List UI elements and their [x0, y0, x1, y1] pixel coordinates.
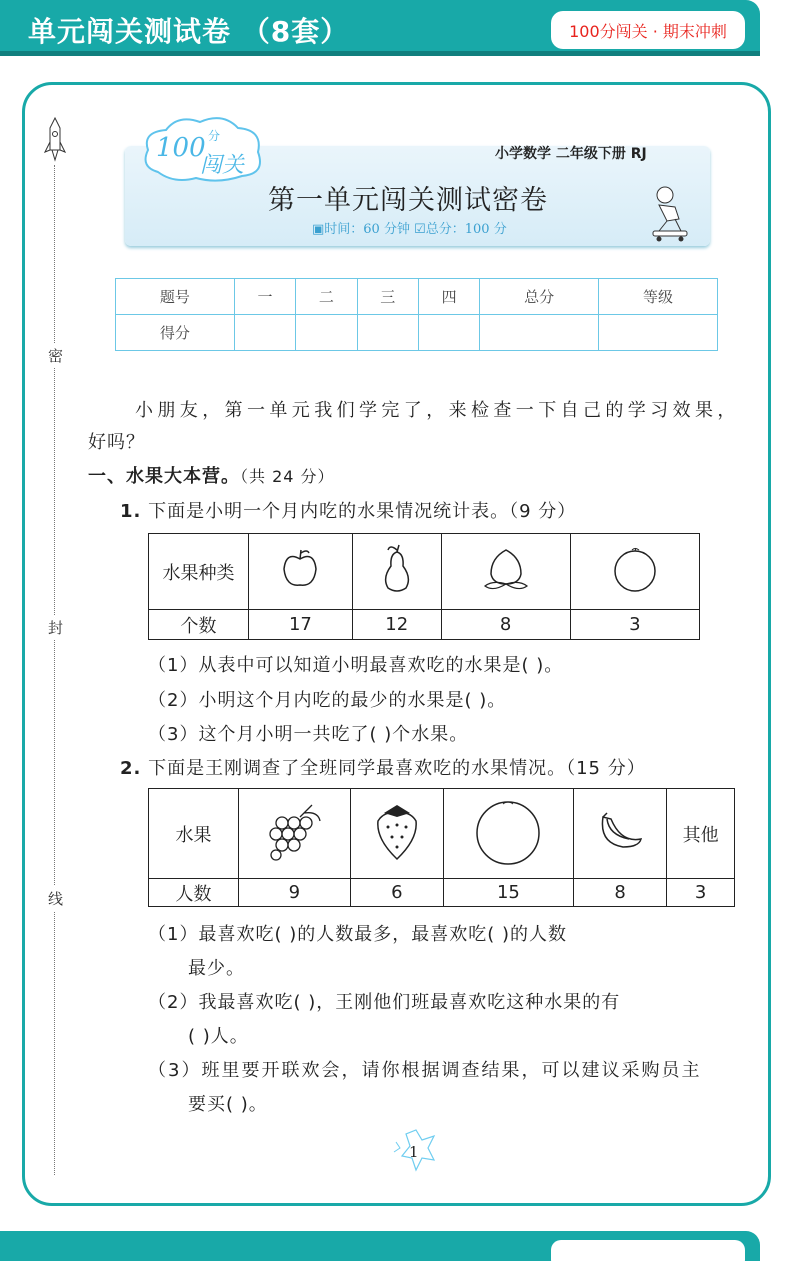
question-number: 2.: [120, 758, 142, 779]
seal-label: 密: [48, 343, 63, 368]
orange-icon: [570, 534, 699, 610]
score-table: [115, 278, 718, 351]
question-text: 下面是小明一个月内吃的水果情况统计表。（9 分）: [148, 501, 577, 522]
skateboard-boy-icon: [645, 185, 695, 243]
row-label: 得分: [116, 315, 235, 351]
header-cell: 总分: [480, 279, 599, 315]
score-cell[interactable]: [480, 315, 599, 351]
svg-text:分: 分: [208, 129, 221, 143]
score-cell[interactable]: [418, 315, 479, 351]
fruit-table-2: [148, 788, 735, 907]
question-text: 下面是王刚调查了全班同学最喜欢吃的水果情况。（15 分）: [148, 758, 646, 779]
table-row: [149, 879, 735, 907]
score-cell[interactable]: [296, 315, 357, 351]
rocket-icon: [44, 116, 66, 164]
section-heading: [88, 462, 335, 488]
sub-question: （2）小明这个月内吃的最少的水果是( )。: [148, 690, 507, 711]
sub-question: （3）这个月小明一共吃了( )个水果。: [148, 724, 469, 745]
sub-question: ( )人。: [188, 1026, 249, 1047]
header-cell: 一: [234, 279, 295, 315]
svg-text:闯关: 闯关: [200, 153, 245, 178]
header-cell: 题号: [116, 279, 235, 315]
fruit-table-1: [148, 533, 700, 640]
value-cell: 3: [667, 879, 735, 907]
grape-icon: [239, 789, 351, 879]
banana-icon: [573, 789, 666, 879]
sub-question: （2）我最喜欢吃( )，王刚他们班最喜欢吃这种水果的有: [148, 992, 621, 1013]
value-cell: 17: [249, 610, 353, 640]
orange-icon: [443, 789, 573, 879]
header-cell: 二: [296, 279, 357, 315]
question-1: [120, 497, 576, 523]
question-2: [120, 754, 646, 780]
pear-icon: [352, 534, 441, 610]
value-cell: 12: [352, 610, 441, 640]
sub-question: 要买( )。: [188, 1094, 268, 1115]
intro-text: 小朋友，第一单元我们学完了，来检查一下自己的学习效果，: [135, 400, 740, 421]
header-cell: 三: [357, 279, 418, 315]
question-number: 1.: [120, 501, 142, 522]
value-cell: 3: [570, 610, 699, 640]
svg-text:100: 100: [156, 133, 206, 163]
value-cell: 15: [443, 879, 573, 907]
header-badge: 100分闯关 · 期末冲刺: [551, 11, 745, 49]
logo-100-cloud: [138, 112, 268, 184]
table-row: [116, 315, 718, 351]
sub-question: （3）班里要开联欢会，请你根据调查结果，可以建议采购员主: [148, 1060, 702, 1081]
next-section-badge: [551, 1240, 745, 1270]
row-label: 个数: [149, 610, 249, 640]
other-label: 其他: [667, 789, 735, 879]
value-cell: 9: [239, 879, 351, 907]
section-title: 一、水果大本营。: [88, 466, 240, 487]
sub-question: 最少。: [188, 958, 245, 979]
table-row: [149, 610, 700, 640]
value-cell: 8: [441, 610, 570, 640]
apple-icon: [249, 534, 353, 610]
sub-question: （1）最喜欢吃( )的人数最多，最喜欢吃( )的人数: [148, 924, 567, 945]
section-points: （共 24 分）: [240, 467, 335, 486]
subject-label: 小学数学 二年级下册 RJ: [495, 146, 647, 162]
score-cell[interactable]: [234, 315, 295, 351]
table-row: [149, 789, 735, 879]
seal-line: [54, 165, 55, 1175]
table-row: [116, 279, 718, 315]
exam-page: [22, 82, 771, 1206]
time-score-info: ▣时间：60 分钟 ☑总分：100 分: [312, 222, 507, 237]
row-label: 人数: [149, 879, 239, 907]
seal-label: 线: [48, 886, 63, 911]
value-cell: 6: [350, 879, 443, 907]
table-row: [149, 534, 700, 610]
strawberry-icon: [350, 789, 443, 879]
header-title: 单元闯关测试卷 （8套）: [28, 15, 350, 48]
header-cell: 四: [418, 279, 479, 315]
row-label: 水果种类: [149, 534, 249, 610]
score-cell[interactable]: [599, 315, 718, 351]
exam-title: 第一单元闯关测试密卷: [268, 185, 548, 216]
seal-label: 封: [48, 615, 63, 640]
sub-question: （1）从表中可以知道小明最喜欢吃的水果是( )。: [148, 655, 564, 676]
peach-icon: [441, 534, 570, 610]
score-cell[interactable]: [357, 315, 418, 351]
intro-text: 好吗？: [88, 432, 145, 453]
header-cell: 等级: [599, 279, 718, 315]
page-number: 1: [409, 1143, 419, 1161]
row-label: 水果: [149, 789, 239, 879]
value-cell: 8: [573, 879, 666, 907]
